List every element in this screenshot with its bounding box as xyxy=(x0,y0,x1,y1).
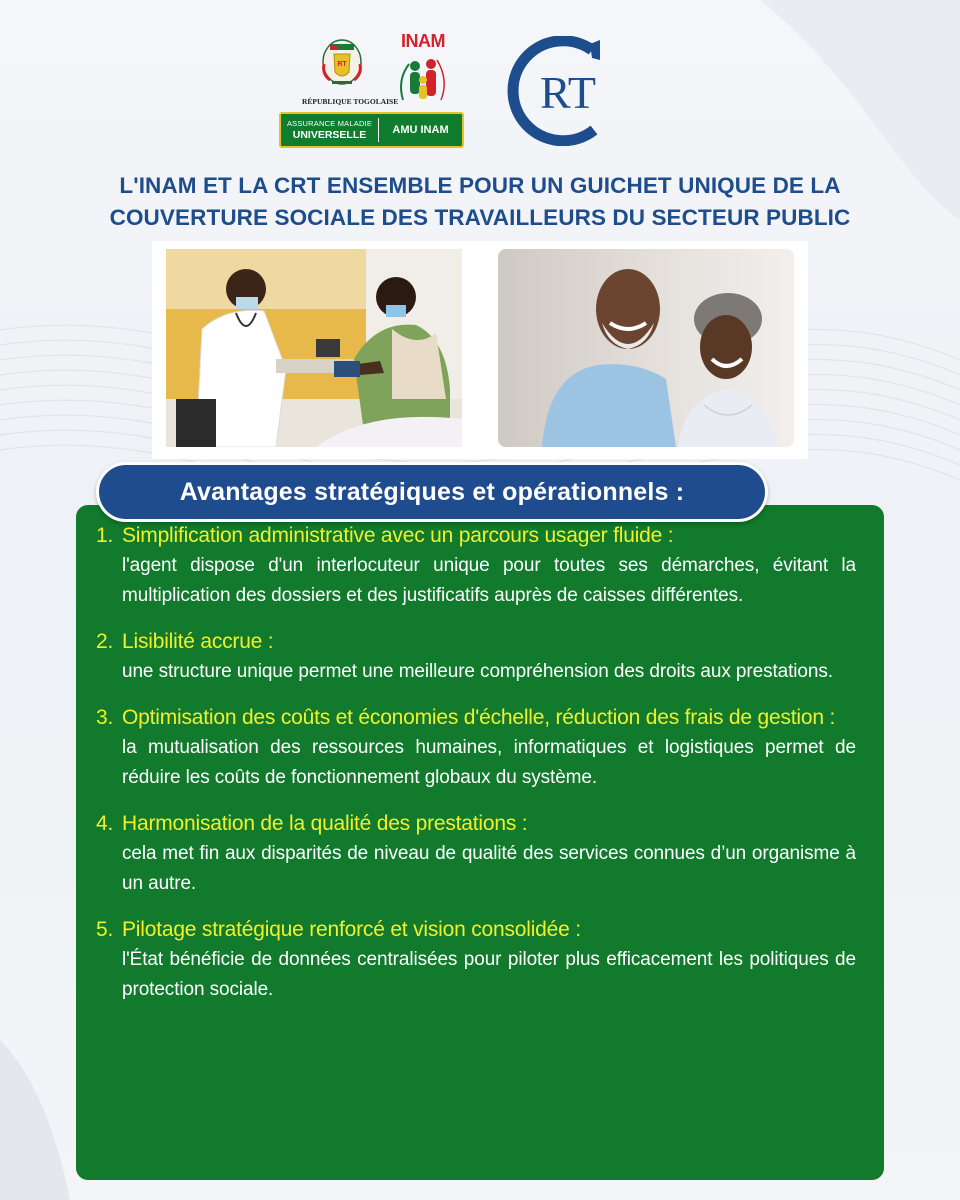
item-number: 3. xyxy=(96,706,114,729)
list-item xyxy=(96,703,856,793)
section-heading xyxy=(96,462,768,522)
item-heading xyxy=(96,809,856,839)
elderly-couple-photo xyxy=(498,249,794,447)
item-body: une structure unique permet une meilleure compréhension des droits aux prestations. xyxy=(122,661,833,682)
item-body: cela met fin aux disparités de niveau de qualité des services connues d’un organisme à un autre. xyxy=(122,843,856,894)
header-logos xyxy=(0,32,960,152)
amu-big-text: UNIVERSELLE xyxy=(292,128,367,141)
list-item xyxy=(96,915,856,1005)
doctor-patient-photo xyxy=(166,249,462,447)
item-heading xyxy=(96,521,856,551)
inam-family-icon xyxy=(393,50,453,108)
republique-togolaise-caption: RÉPUBLIQUE TOGOLAISE xyxy=(302,97,399,106)
page-title xyxy=(40,170,920,234)
doctor-patient-illustration xyxy=(166,249,462,447)
item-body: la mutualisation des ressources humaines, informatiques et logistiques permet de réduire les coûts de fonctionnement globaux du système. xyxy=(122,737,856,788)
title-line-1: L'INAM ET LA CRT ENSEMBLE POUR UN GUICHET UNIQUE DE LA xyxy=(119,173,841,198)
coat-of-arms-icon xyxy=(320,38,364,90)
svg-text:RT: RT xyxy=(337,61,347,68)
list-item xyxy=(96,627,856,687)
item-body: l'État bénéficie de données centralisées pour piloter plus efficacement les politiques de protection sociale. xyxy=(122,949,856,1000)
title-line-2: COUVERTURE SOCIALE DES TRAVAILLEURS DU SECTEUR PUBLIC xyxy=(109,205,851,230)
item-title: Optimisation des coûts et économies d'échelle, réduction des frais de gestion : xyxy=(122,706,836,729)
crt-monogram-icon xyxy=(496,36,626,146)
item-title: Simplification administrative avec un parcours usager fluide : xyxy=(122,524,674,547)
item-title: Pilotage stratégique renforcé et vision consolidée : xyxy=(122,918,581,941)
inam-logo xyxy=(392,32,454,113)
item-number: 5. xyxy=(96,918,114,941)
section-title: Avantages stratégiques et opérationnels : xyxy=(179,477,685,506)
item-body: l'agent dispose d'un interlocuteur unique pour toutes ses démarches, évitant la multiplication des dossiers et des justificatifs auprès de caisses différentes. xyxy=(122,555,856,606)
list-item xyxy=(96,809,856,899)
crt-logo xyxy=(496,36,626,146)
item-heading xyxy=(96,703,856,733)
item-title: Lisibilité accrue : xyxy=(122,630,274,653)
amu-small-text: ASSURANCE MALADIE xyxy=(286,119,373,128)
item-number: 2. xyxy=(96,630,114,653)
item-heading xyxy=(96,627,856,657)
item-heading xyxy=(96,915,856,945)
inam-wordmark: INAM xyxy=(401,31,445,51)
item-title: Harmonisation de la qualité des prestations : xyxy=(122,812,528,835)
amu-inam-text: AMU INAM xyxy=(392,124,449,136)
list-item xyxy=(96,521,856,611)
crt-letters: RT xyxy=(539,67,597,118)
amu-left-block xyxy=(281,118,379,142)
item-number: 4. xyxy=(96,812,114,835)
advantages-list xyxy=(96,521,856,1021)
republique-togolaise-logo xyxy=(302,38,399,106)
elderly-couple-illustration xyxy=(498,249,794,447)
item-number: 1. xyxy=(96,524,114,547)
amu-inam-banner xyxy=(279,112,464,148)
